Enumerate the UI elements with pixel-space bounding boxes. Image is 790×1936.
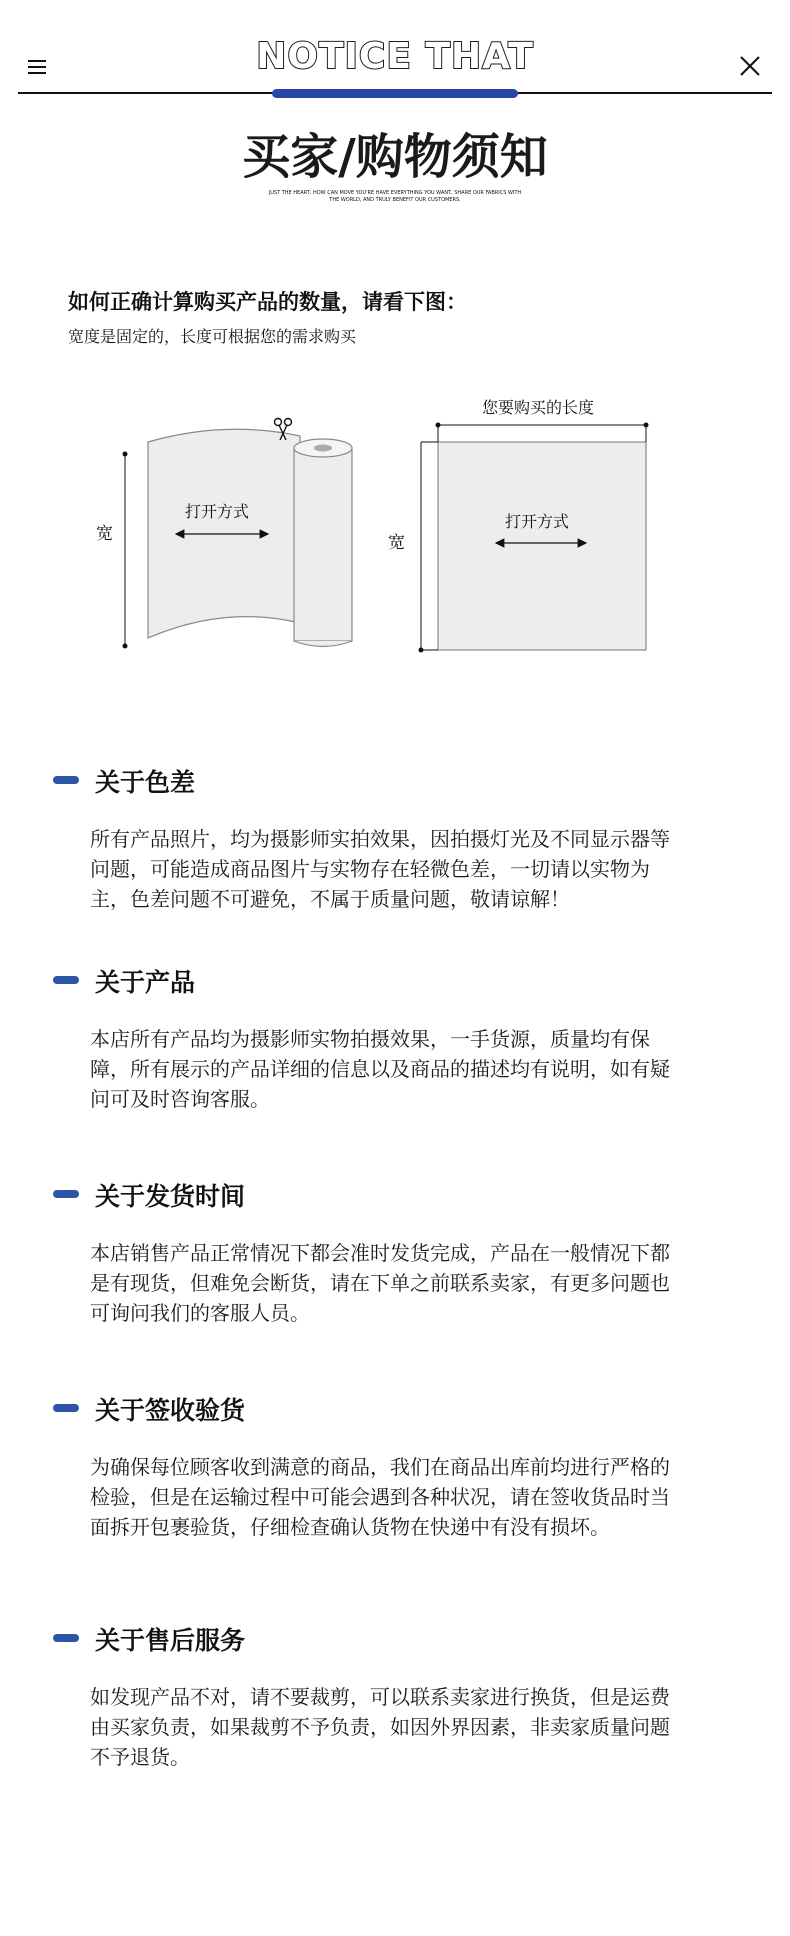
section-body — [90, 1452, 750, 1542]
section-body — [90, 824, 750, 914]
left-width-label: 宽 — [96, 524, 113, 544]
section-body-line: 可询问我们的客服人员。 — [90, 1301, 310, 1325]
tagline: JUST THE HEART, HOW CAN MOVE YOU'RE HAVE EVERYTHING YOU WANT, SHARE OUR FABRICS WITH THE WORLD, AND TRULY BENEFIT OUR CUSTOMERS. — [268, 190, 522, 203]
section-body-line: 问题，可能造成商品图片与实物存在轻微色差，一切请以实物为 — [90, 857, 650, 881]
section-body-line: 为确保每位顾客收到满意的商品，我们在商品出库前均进行严格的 — [90, 1455, 670, 1479]
section-body-line: 面拆开包裹验货，仔细检查确认货物在快递中有没有损坏。 — [90, 1515, 610, 1539]
section-body-line: 本店销售产品正常情况下都会准时发货完成，产品在一般情况下都 — [90, 1241, 670, 1265]
left-open-label: 打开方式 — [185, 502, 250, 521]
section-title: 关于签收验货 — [95, 1396, 246, 1425]
section-bullet — [53, 976, 79, 984]
section-body-line: 问可及时咨询客服。 — [90, 1087, 270, 1111]
section-body-line: 如发现产品不对，请不要裁剪，可以联系卖家进行换货，但是运费 — [90, 1685, 670, 1709]
section-title: 关于产品 — [95, 968, 196, 997]
guide-heading: 如何正确计算购买产品的数量，请看下图： — [68, 290, 467, 314]
purchase-length-diagram — [0, 380, 790, 680]
section-body — [90, 1024, 750, 1114]
section-body-line: 检验，但是在运输过程中可能会遇到各种状况，请在签收货品时当 — [90, 1485, 670, 1509]
section-bullet — [53, 1634, 79, 1642]
section-title: 关于售后服务 — [95, 1626, 246, 1655]
section-body-line: 本店所有产品均为摄影师实物拍摄效果，一手货源，质量均有保 — [90, 1027, 650, 1051]
page-title: 买家/购物须知 — [242, 129, 548, 185]
section-title: 关于色差 — [95, 768, 196, 797]
section-body-line: 障，所有展示的产品详细的信息以及商品的描述均有说明，如有疑 — [90, 1057, 670, 1081]
close-icon[interactable] — [738, 54, 762, 78]
header-accent-bar — [272, 89, 518, 98]
section-bullet — [53, 1190, 79, 1198]
right-open-label: 打开方式 — [505, 512, 570, 531]
right-width-label: 宽 — [388, 533, 405, 553]
brand-logo: NOTICE THAT — [256, 36, 534, 77]
section-body-line: 所有产品照片，均为摄影师实拍效果，因拍摄灯光及不同显示器等 — [90, 827, 670, 851]
section-body — [90, 1682, 750, 1772]
fabric-roll-illustration — [96, 419, 352, 649]
section-body — [90, 1238, 750, 1328]
section-title: 关于发货时间 — [95, 1182, 246, 1211]
guide-subheading: 宽度是固定的，长度可根据您的需求购买 — [68, 327, 357, 346]
section-body-line: 不予退货。 — [90, 1745, 190, 1769]
section-bullet — [53, 776, 79, 784]
fabric-sheet-illustration — [388, 398, 649, 653]
section-body-line: 由买家负责，如果裁剪不予负责，如因外界因素，非卖家质量问题 — [90, 1715, 670, 1739]
right-length-label: 您要购买的长度 — [482, 398, 595, 417]
section-body-line: 主，色差问题不可避免，不属于质量问题，敬请谅解！ — [90, 887, 570, 911]
section-body-line: 是有现货，但难免会断货，请在下单之前联系卖家，有更多问题也 — [90, 1271, 670, 1295]
section-bullet — [53, 1404, 79, 1412]
